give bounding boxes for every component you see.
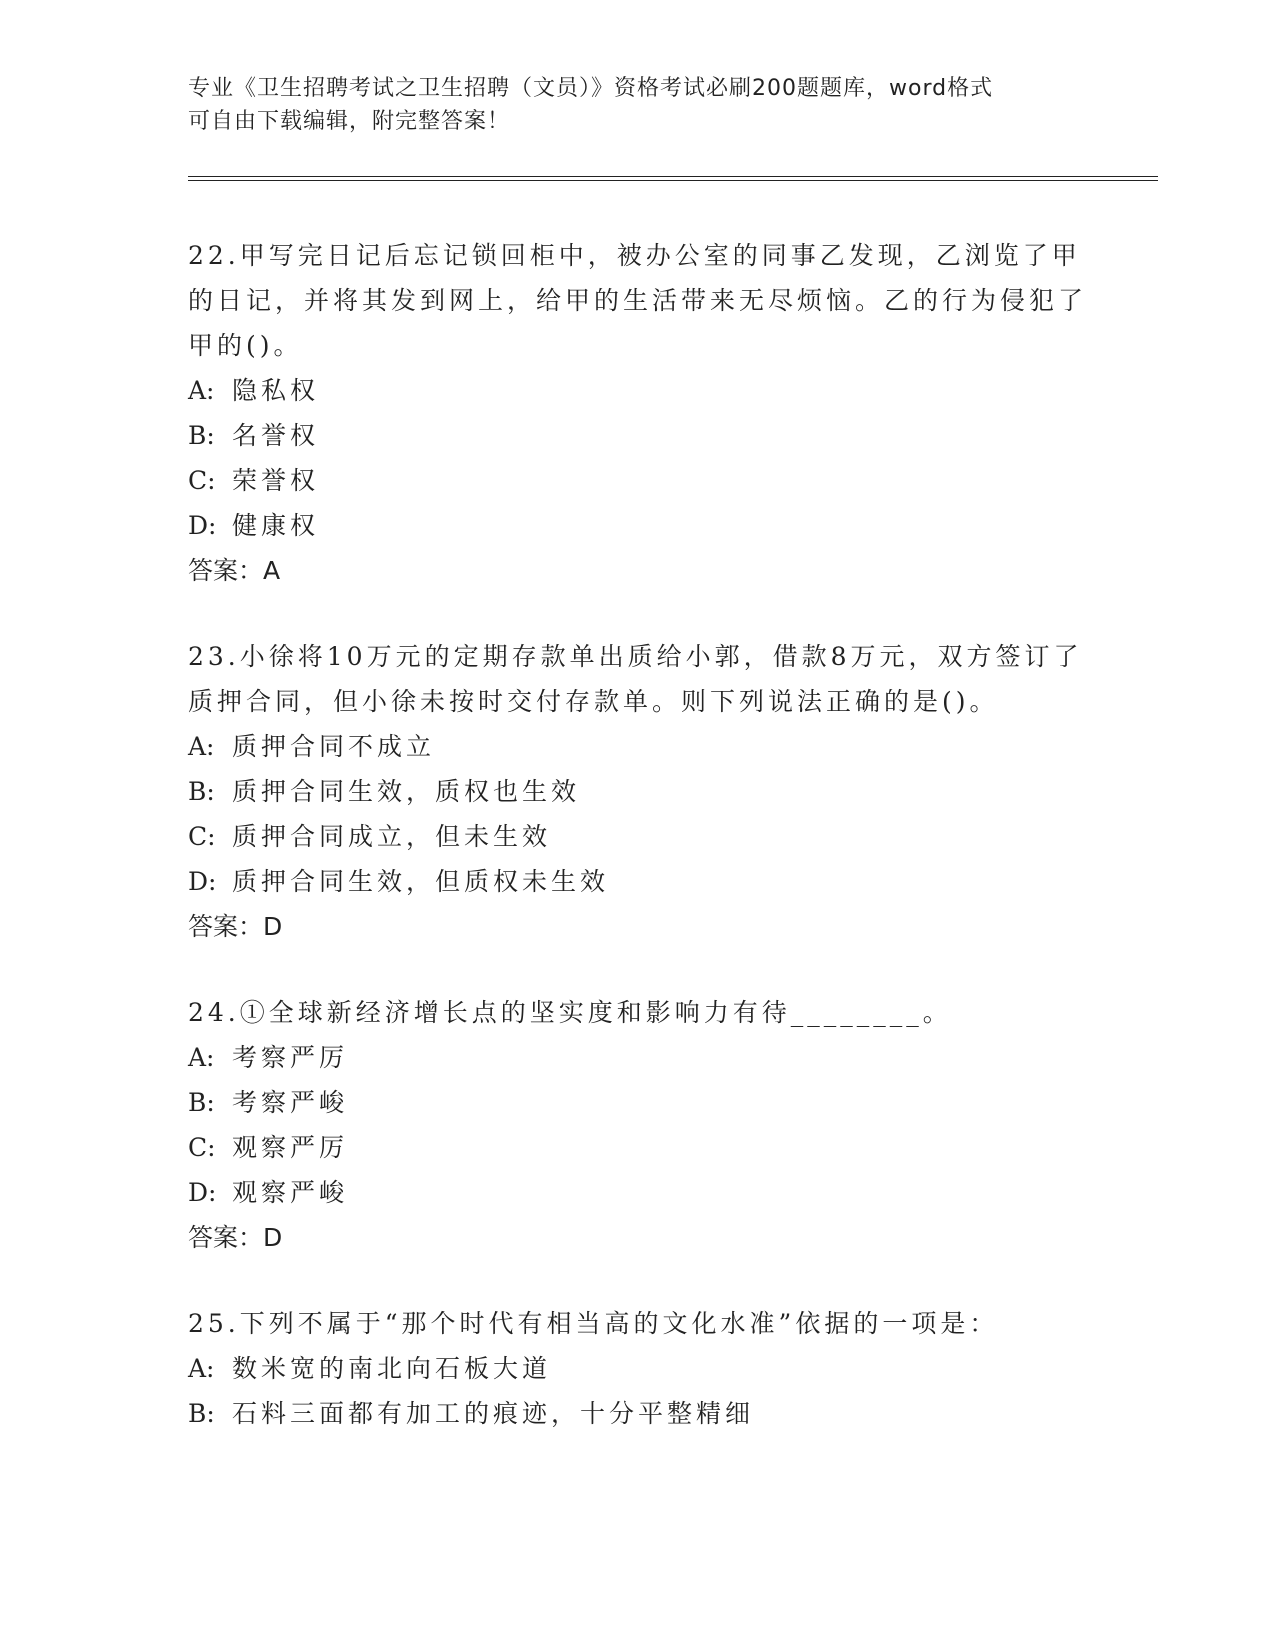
option-b bbox=[188, 769, 1088, 814]
option-text: 观察严厉 bbox=[232, 1133, 349, 1162]
option-text: 健康权 bbox=[232, 511, 320, 540]
option-text: 考察严厉 bbox=[232, 1043, 349, 1072]
question-stem: 23.小徐将10万元的定期存款单出质给小郭，借款8万元，双方签订了质押合同，但小徐未按时交付存款单。则下列说法正确的是()。 bbox=[188, 642, 1083, 716]
option-d bbox=[188, 503, 1088, 548]
option-letter: C: bbox=[188, 466, 216, 495]
option-letter: D: bbox=[188, 511, 217, 540]
option-b bbox=[188, 1080, 1088, 1125]
option-text: 荣誉权 bbox=[232, 466, 320, 495]
option-letter: B: bbox=[188, 1399, 215, 1428]
option-letter: B: bbox=[188, 777, 215, 806]
option-letter: C: bbox=[188, 1133, 216, 1162]
option-text: 质押合同生效，质权也生效 bbox=[232, 777, 581, 806]
option-a bbox=[188, 1346, 1088, 1391]
option-text: 质押合同生效，但质权未生效 bbox=[232, 867, 610, 896]
option-letter: C: bbox=[188, 822, 216, 851]
option-letter: A: bbox=[188, 1043, 215, 1072]
option-letter: A: bbox=[188, 732, 215, 761]
header-line-1: 专业《卫生招聘考试之卫生招聘（文员）》资格考试必刷200题题库，word格式 bbox=[188, 76, 994, 101]
option-letter: A: bbox=[188, 376, 215, 405]
option-a bbox=[188, 724, 1088, 769]
option-letter: B: bbox=[188, 1088, 215, 1117]
answer-line: 答案：D bbox=[188, 912, 283, 941]
answer-line: 答案：A bbox=[188, 556, 281, 585]
question-25 bbox=[188, 1301, 1088, 1436]
question-stem: 24.①全球新经济增长点的坚实度和影响力有待________。 bbox=[188, 998, 952, 1027]
option-d bbox=[188, 1170, 1088, 1215]
option-letter: A: bbox=[188, 1354, 215, 1383]
question-stem: 25.下列不属于“那个时代有相当高的文化水准”依据的一项是： bbox=[188, 1309, 999, 1338]
question-23 bbox=[188, 634, 1088, 949]
question-22 bbox=[188, 233, 1088, 593]
question-24 bbox=[188, 990, 1088, 1260]
option-b bbox=[188, 1391, 1088, 1436]
option-b bbox=[188, 413, 1088, 458]
option-text: 考察严峻 bbox=[232, 1088, 349, 1117]
option-letter: B: bbox=[188, 421, 215, 450]
option-d bbox=[188, 859, 1088, 904]
document-header bbox=[188, 72, 1068, 138]
option-c bbox=[188, 814, 1088, 859]
option-c bbox=[188, 458, 1088, 503]
option-a bbox=[188, 1035, 1088, 1080]
option-letter: D: bbox=[188, 867, 217, 896]
question-stem: 22.甲写完日记后忘记锁回柜中，被办公室的同事乙发现，乙浏览了甲的日记，并将其发到网上，给甲的生活带来无尽烦恼。乙的行为侵犯了甲的()。 bbox=[188, 241, 1088, 360]
option-text: 石料三面都有加工的痕迹，十分平整精细 bbox=[232, 1399, 755, 1428]
option-text: 质押合同不成立 bbox=[232, 732, 436, 761]
option-letter: D: bbox=[188, 1178, 217, 1207]
option-text: 观察严峻 bbox=[232, 1178, 349, 1207]
question-list bbox=[188, 233, 1088, 1477]
header-line-2: 可自由下载编辑，附完整答案！ bbox=[188, 109, 511, 134]
option-c bbox=[188, 1125, 1088, 1170]
option-text: 名誉权 bbox=[232, 421, 320, 450]
answer-line: 答案：D bbox=[188, 1223, 283, 1252]
header-double-rule bbox=[188, 176, 1158, 181]
option-text: 隐私权 bbox=[232, 376, 320, 405]
option-text: 数米宽的南北向石板大道 bbox=[232, 1354, 552, 1383]
option-a bbox=[188, 368, 1088, 413]
option-text: 质押合同成立，但未生效 bbox=[232, 822, 552, 851]
